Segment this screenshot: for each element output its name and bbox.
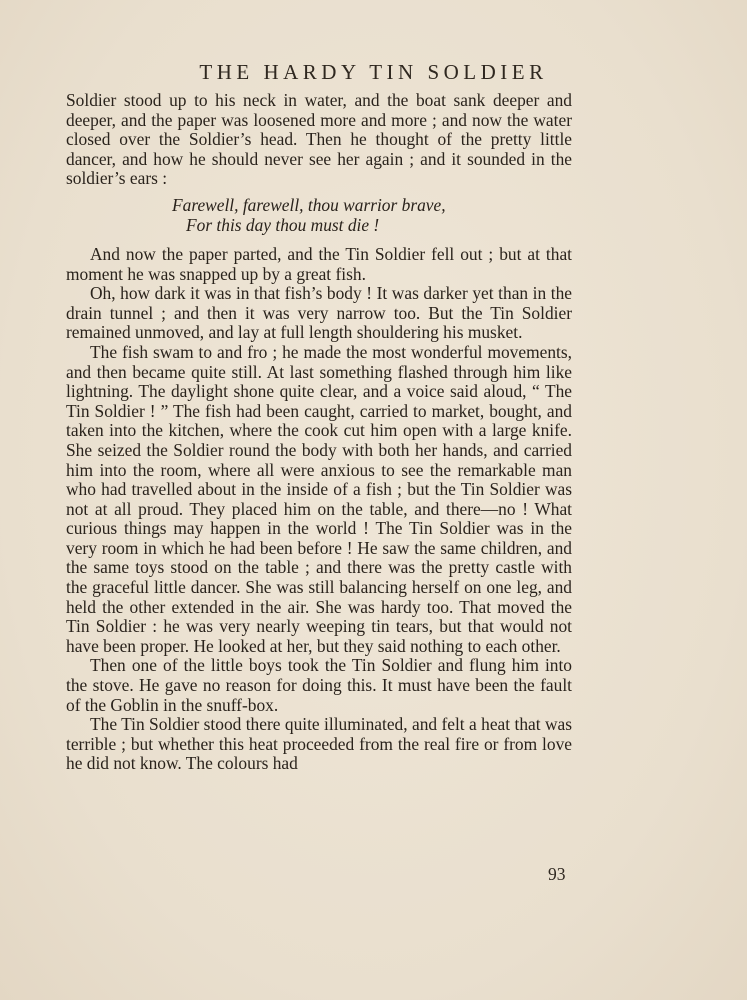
paragraph-1: Soldier stood up to his neck in water, and the boat sank deeper and deeper, and the paper was loosened more and more ; and now the water closed over the Soldier’s head. Then he thought of the pretty little dancer, and how he should never see her again ; and it sounded in the soldier’s ears : [66, 90, 572, 189]
paragraph-6: The Tin Soldier stood there quite illuminated, and felt a heat that was terrible ; but whether this heat proceeded from the real fire or from love he did not know. The colours had [66, 714, 572, 774]
paragraph-5: Then one of the little boys took the Tin Soldier and flung him into the stove. He gave no reason for doing this. It must have been the fault of the Goblin in the snuff-box. [66, 655, 572, 715]
paragraph-3: Oh, how dark it was in that fish’s body ! It was darker yet than in the drain tunnel ; and then it was very narrow too. But the Tin Soldier remained unmoved, and lay at full length shouldering his musket. [66, 283, 572, 343]
verse-line-1: Farewell, farewell, thou warrior brave, [172, 194, 446, 215]
page-number: 93 [548, 864, 566, 884]
paragraph-2: And now the paper parted, and the Tin Soldier fell out ; but at that moment he was snapped up by a great fish. [66, 243, 572, 284]
body-text [66, 91, 572, 774]
verse-line-2: For this day thou must die ! [186, 214, 380, 235]
verse [66, 195, 572, 235]
paragraph-4: The fish swam to and fro ; he made the most wonderful movements, and then became quite still. At last something flashed through him like lightning. The daylight shone quite clear, and a voice said aloud, “ The Tin Soldier ! ” The fish had been caught, carried to market, bought, and taken into the kitchen, where the cook cut him open with a large knife. She seized the Soldier round the body with both her hands, and carried him into the room, where all were anxious to see the remarkable man who had travelled about in the inside of a fish ; but the Tin Soldier was not at all proud. They placed him on the table, and there—no ! What curious things may happen in the world ! The Tin Soldier was in the very room in which he had been before ! He saw the same children, and the same toys stood on the table ; and there was the pretty castle with the graceful little dancer. She was still balancing herself on one leg, and held the other extended in the air. She was hardy too. That moved the Tin Soldier : he was very nearly weeping tin tears, but that would not have been proper. He looked at her, but they said nothing to each other. [66, 341, 572, 656]
running-head: THE HARDY TIN SOLDIER [199, 60, 548, 84]
